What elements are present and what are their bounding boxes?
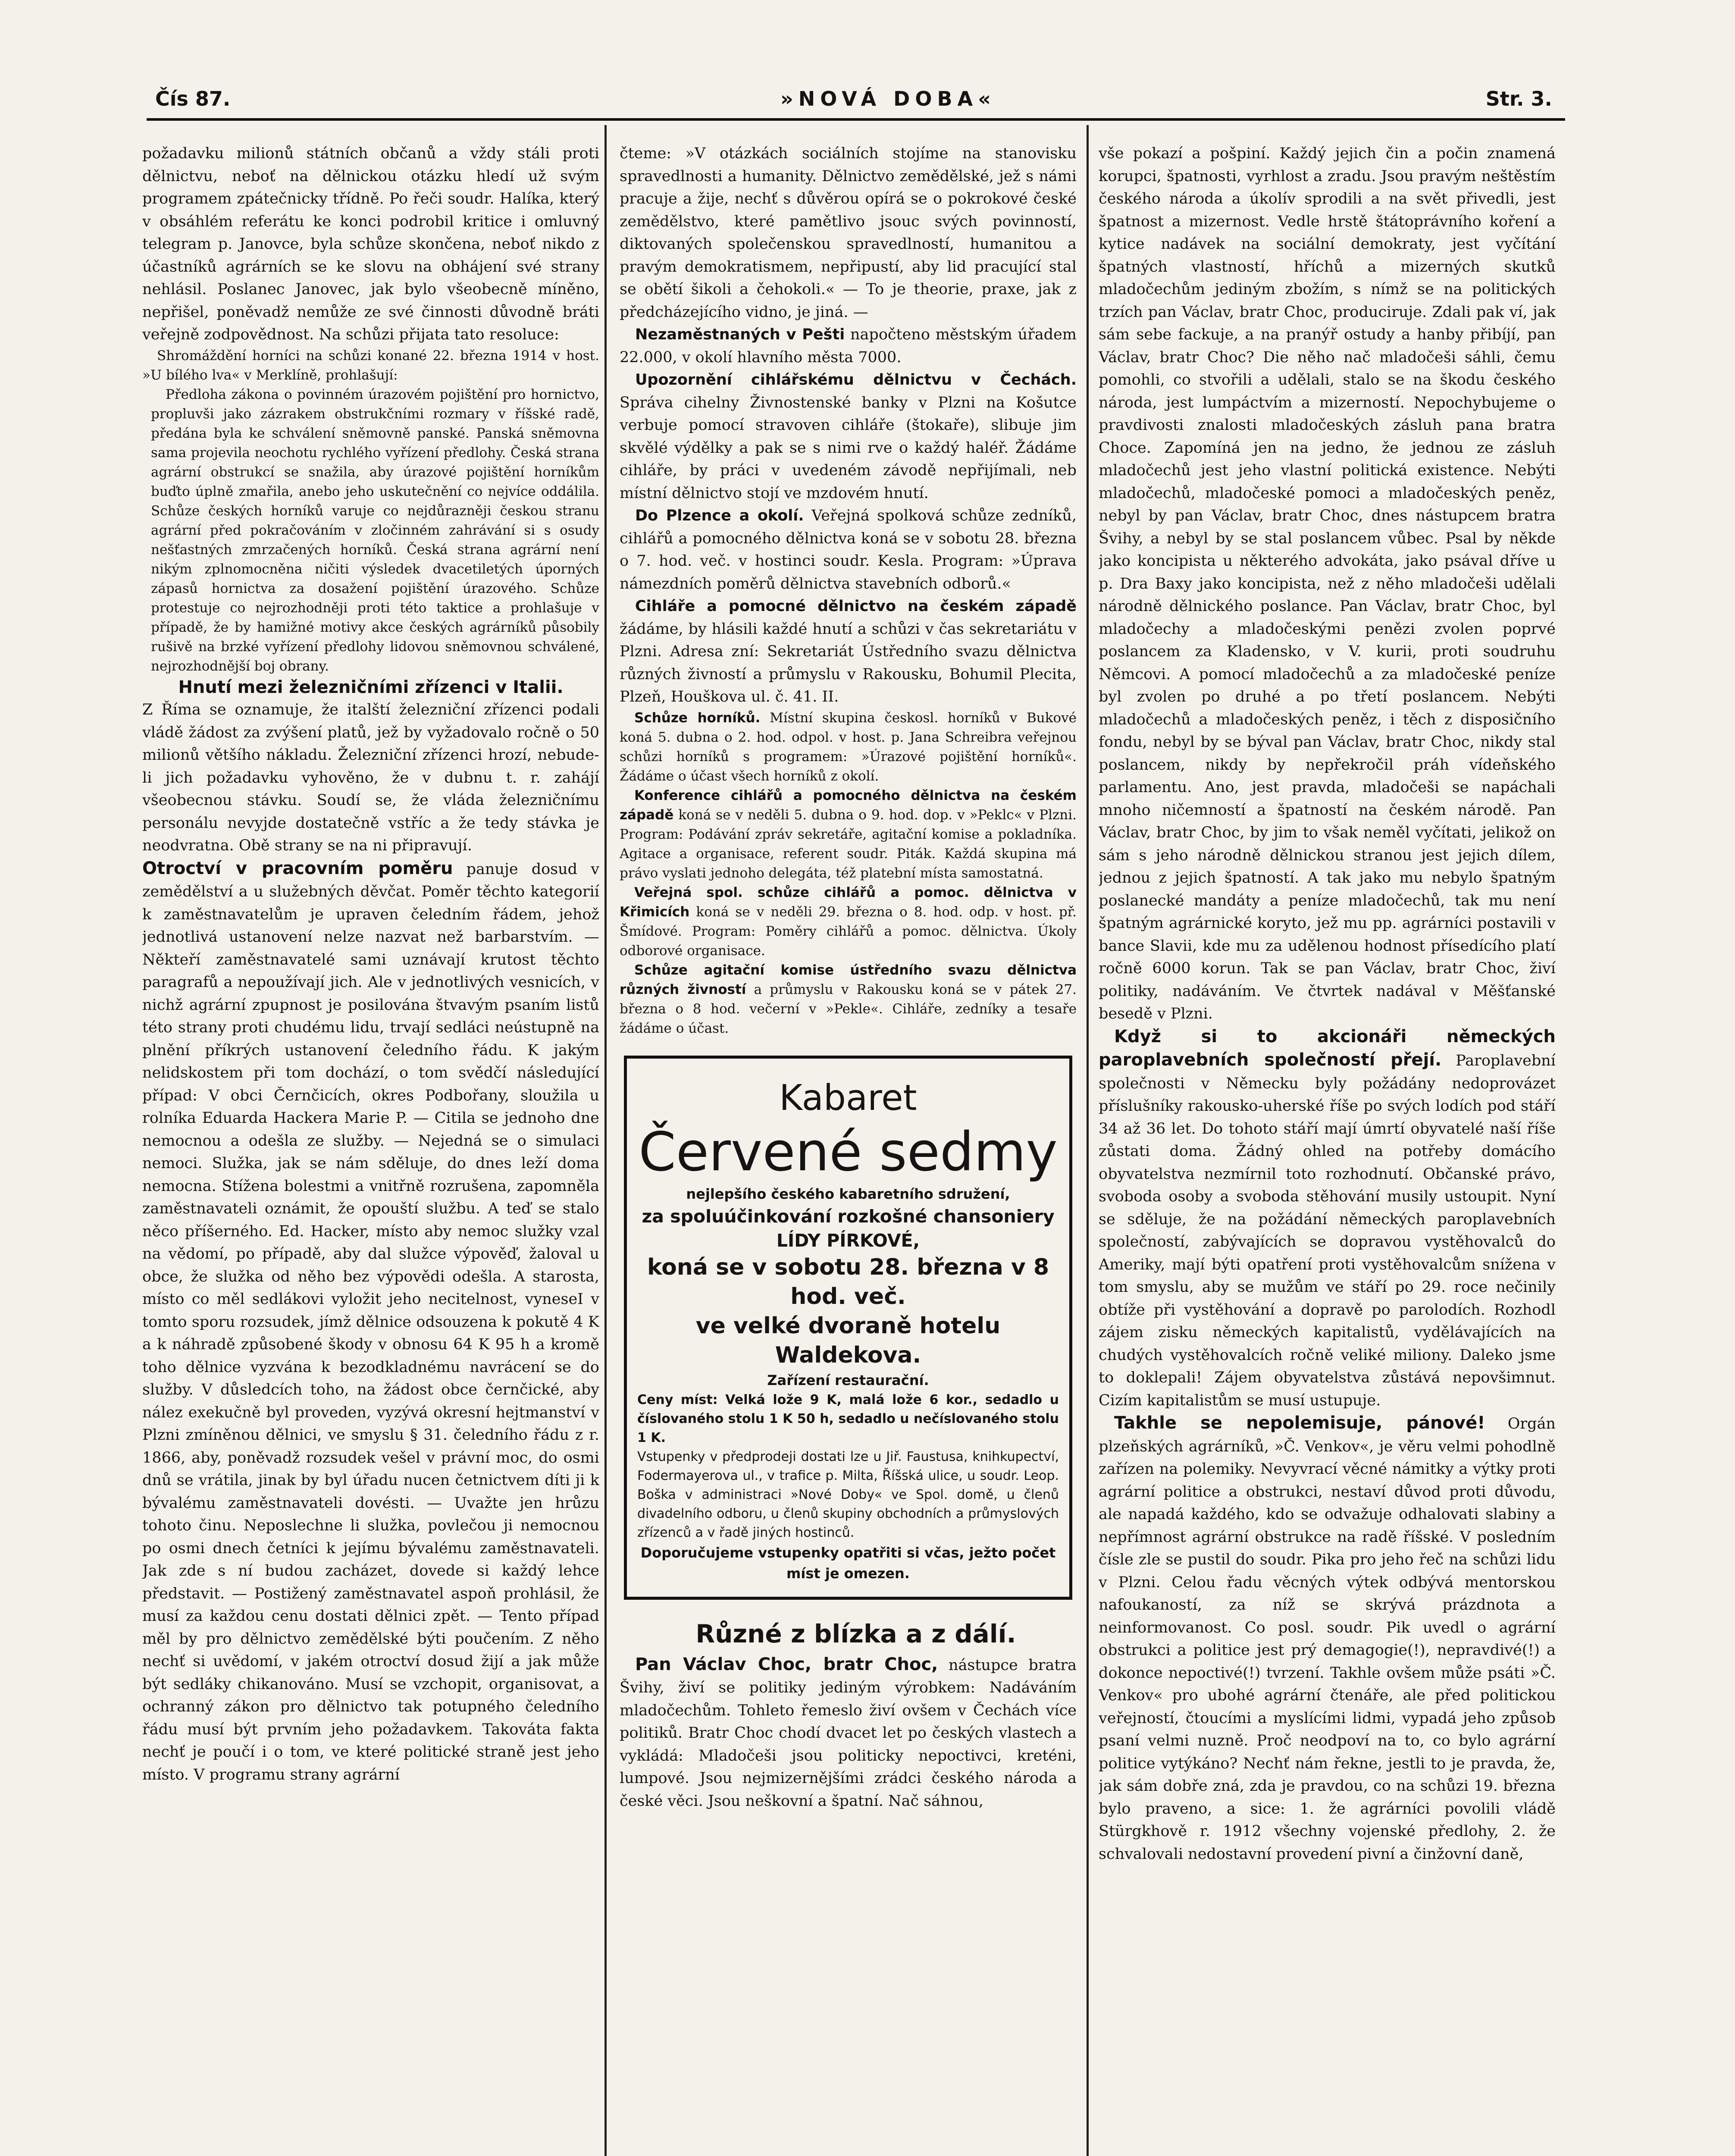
headline-agitacni-komise: Schůze agitační komise ústředního svazu dělnictva různých živností (620, 962, 1077, 997)
ad-performer: LÍDY PÍRKOVÉ, (776, 1230, 920, 1251)
kabaret-advertisement (624, 1056, 1072, 1600)
column-3 (1099, 142, 1556, 2156)
article-cihlari-cechy: Správa cihelny Živnostenské banky v Plzni na Košutce verbuje pomocí stravoven cihláře (štokaře), slibuje jim skvělé výdělky a pak se s nimi rve o každý haléř. Žádáme cihláře, by práci v uvedeném závodě nepřijímali, neb místní dělnictvo stojí ve mzdovém hnutí. (620, 394, 1077, 502)
headline-pest: Nezaměstnaných v Pešti (635, 326, 845, 343)
resolution-text (142, 385, 599, 676)
article-nepolemisuje: Orgán plzeňských agrárníků, »Č. Venkov«, je věru velmi pohodlně zařízen na polemiky. Nevyvrací věcné námitky a výtky proti agrární politice a obstrukci, nestaví důvod proti důvodu, ale napadá každého, kdo se odvažuje odhalovati slabiny a nepřímnost agrární obstrukce na radě říšské. V posledním čísle zle se pustil do soudr. Pika pro jeho řeč na schůzi lidu v Plzni. Celou řadu věcných výtek odbývá mentorskou nafoukaností, za níž se skrývá prázdnota a neinformovanost. Co posl. soudr. Pik uvedl o agrární obstrukci a politice jest prý demagogie(!), nepravdivé(!) a dokonce nepoctivé(!) tvrzení. Takhle ovšem může psáti »Č. Venkov« pro ubohé agrární čtenáře, ale před politickou veřejností, čtoucími a myslícími lidmi, vypadá jeho způsob psaní velmi nuzně. Proč neodpoví na to, co bylo agrární politice vytýkáno? Nechť nám řekne, jestli to je pravda, že, jak sám dobře zná, zda je pravdou, co na schůzi 19. března bylo praveno, a sice: 1. že agrárníci povolili vládě Stürgkhově r. 1912 všechny vojenské předlohy, 2. že schvalovali nedostavní provedení pivní a činžovní daně, (1099, 1415, 1556, 1863)
ad-date: koná se v sobotu 28. března v 8 hod. več. (647, 1254, 1049, 1310)
ad-tickets: Vstupenky v předprodeji dostati lze u Jiř. Faustusa, knihkupectví, Fodermayerova ul., v trafice p. Milta, Říšská ulice, u soudr. Leop. Boška v administraci »Nové Doby« ve Spol. domě, u členů divadelního odboru, u členů skupiny obchodních a průmyslových zřízenců a v řadě jiných hostinců. (637, 1449, 1059, 1540)
ad-line-2: za spoluúčinkování rozkošné chansoniery (642, 1206, 1055, 1227)
headline-krimice: Veřejná spol. schůze cihlářů a pomoc. dělnictva v Křimicích (620, 884, 1077, 920)
article-paroplavba: Paroplavební společnosti v Německu byly požádány nedoprovázet příslušníky rakousko-uherské říše po svých lodích pod stáří 34 až 36 let. Do tohoto stáří mají úmrtí obyvatelé naší říše zůstati doma. Žádný ohled na potřeby domácího obyvatelstva nezmírnil toto rozhodnutí. Občanské právo, svoboda osoby a svoboda stěhování musily ustoupit. Nyní se sděluje, že na požádání německých paroplavebních společností, zabývajících se dopravou vystěhovalců do Ameriky, mají býti opatření proti vystěhovalcům snížena v tom smyslu, aby se mužům ve stáří po 29. roce nečinily obtíže při vystěhování a dopravě po parolodích. Rozhodl zájem zisku německých kapitalistů, vydělávajících na chudých vystěhovalcích ročně veliké miliony. Daleko jsme to doklepali! Zájem obyvatelstva zůstává nepovšimnut. Cizím kapitalistům se musí ustupuje. (1099, 1052, 1556, 1409)
resolution-body: Předloha zákona o povinném úrazovém pojištění pro hornictvo, propluvši jako zázrakem obstrukčními rozmary v říšské radě, předána byla ke schválení sněmovně panské. Panská sněmovna sama projevila neochotu rychlého vyřízení předlohy. Česká strana agrární obstrukcí se snažila, aby úrazové pojištění horníkům buďto úplně zmařila, anebo jeho uskutečnění co nejvíce oddálila. Schůze českých horníků varuje co nejdůrazněji českou stranu agrární před pokračováním v zločinném zahrávání si s osudy nešťastných zmrzačených horníků. Česká strana agrární není nikým zplnomocněna ničiti výsledek dvacetiletých úporných zápasů hornictva za dosažení pojištění úrazového. Schůze protestuje co nejrozhodněji proti této taktice a prohlašuje v případě, že by hamižné motivy akce českých agrárníků působily rušivě na brzké vyřízení předlohy lidovou sněmovnou schválené, nejrozhodnější boj obrany. (151, 386, 599, 674)
article-pest: napočteno městským úřadem 22.000, v okolí hlavního města 7000. (620, 326, 1077, 366)
column-2 (620, 142, 1077, 2156)
headline-otroctvi: Otroctví v pracovním poměru (142, 858, 453, 878)
ad-line-1: nejlepšího českého kabaretního sdružení, (686, 1185, 1010, 1202)
ad-note: Doporučujeme vstupenky opatřiti si včas, ježto počet míst je omezen. (640, 1544, 1056, 1582)
notice-krimice: koná se v neděli 29. března o 8. hod. odp. v host. př. Šmídové. Program: Poměry cihlářů a pomoc. dělnictva. Úkoly odborové organisace. (620, 904, 1077, 959)
article-plzenec: Veřejná spolková schůze zedníků, cihlářů a pomocného dělnictva koná se v sobotu 28. března o 7. hod. več. v hostinci soudr. Kesla. Program: »Úprava námezdních poměrů dělnictva stavebních odborů.« (620, 507, 1077, 592)
notice-konference: koná se v neděli 5. dubna o 9. hod. dop. v »Peklc« v Plzni. Program: Podávání zpráv sekretáře, agitační komise a pokladníka. Agitace a organisace, referent soudr. Piták. Každá skupina má právo vyslati jednoho delegáta, též platební místa samostatná. (620, 807, 1077, 881)
article-choc-continued: vše pokazí a pošpiní. Každý jejich čin a počin znamená korupci, špatnosti, vyrhlost a zradu. Jsou pravým neštěstím českého národa a úkolív sprodili a na svět přivedli, jest špatnost a mizernost. Vedle hrstě štátoprávního koření a kytice nadávek na sociální demokraty, jest vyčítání špatných vlastností, hříchů a mizerných skutků mladočechům jediným zbožím, s nímž se na politických trzích pan Václav, bratr Choc, produciruje. Zdali pak ví, jak sám sebe fackuje, a na pranýř ostudy a hanby přibíjí, pan Václav, bratr Choc? Die něho nač mladočeši sáhli, čemu pomohli, co stvořili a udělali, stalo se na škodu českého národa, jest lumpáctvím a mizerností. Nepochybujeme o pravdivosti znalosti mladočeských zásluh pana bratra Choce. Zapomíná jen na jedno, že jednou ze zásluh mladočechů jest jeho vlastní politická existence. Nebýti mladočechů, mladočeské pomoci a mladočeských peněz, nebyl by pan Václav, bratr Choc, dnes nástupcem bratra Švihy, a nebyl by se stal poslancem vůbec. Psal by někde jako koncipista u některého advokáta, jako psával dříve u p. Dra Baxy jako koncipista, než z něho mladočeši udělali národně dělnického poslance. Pan Václav, bratr Choc, byl mladočechy a mladočeskými penězi zvolen poprvé poslancem za Kladensko, v V. kurii, proti soudruhu Němcovi. A pomocí mladočechů a za mladočeské peníze byl zvolen po druhé a po třetí poslancem. Nebýti mladočechů a mladočeských peněz, i těch z disposičního fondu, nebyl by se býval pan Václav, bratr Choc, nikdy stal poslancem, nikdy by nepřekročil práh vídeňského parlamentu. Ano, jest pravda, mladočeši se napáchali mnoho ničemností a špatností na českém národě. Pan Václav, bratr Choc, by jim to však neměl vyčítati, jelikož on sám s jeho národně dělnickou stranou jest jejich dílem, jednou z jejich špatností. A tak jako mu nebylo špatným poslanecké mandáty a peníze mladočechů, tak mu není špatným agrárnické koryto, jež mu pp. agrárníci postavili v bance Slavii, kde mu za udělenou hodnost přísedícího platí ročně 6000 korun. Tak se pan Václav, bratr Choc, živí politiky, nadáváním. Ve čtvrtek nadával v Měšťanské besedě v Plzni. (1099, 145, 1556, 1022)
column-rule-2 (1087, 125, 1089, 2156)
ad-restaurant: Zařízení restaurační. (767, 1372, 929, 1388)
article-railway-italy: Z Říma se oznamuje, že italští železniční zřízenci podali vládě žádost za zvýšení platů, jež by vyžadovalo ročně o 50 milionů většího nákladu. Železniční zřízenci hrozí, nebude-li jich požadavku vyhověno, že v dubnu t. r. zahájí všeobecnou stávku. Soudí se, že vláda železničnímu personálu nevyjde dostatečně vstříc a že tedy stávka je neodvratna. Obě strany se na ni připravují. (142, 701, 599, 854)
page-number: Str. 3. (1485, 87, 1552, 110)
headline-schuze-horniku: Schůze horníků. (634, 710, 761, 726)
page-header (155, 87, 1552, 117)
article-choc: nástupce bratra Švihy, živí se politiky jediným výrobkem: Nadáváním mladočechům. Tohleto řemeslo živí ovšem v Čechách více politiků. Bratr Choc chodí dvacet let po českých vlastech a vykládá: Mladočeši jsou politicky nepoctivci, kreténi, lumpové. Jsou nejmizernějšími zrádci českého národa a české věci. Jsou neškovní a špatní. Nač sáhnou, (620, 1656, 1077, 1810)
headline-plzenec: Do Plzence a okolí. (635, 507, 804, 524)
article-otroctvi: panuje dosud v zemědělství a u služebných děvčat. Poměr těchto kategorií k zaměstnavatelům je upraven čeledním řádem, jehož jednotlivá ustanovení nelze nazvat než barbarstvím. — Někteří zaměstnavatelé sami uznávají krutost těchto paragrafů a nepoužívají jich. Ale v jednotlivých vesnicích, v nichž agrární zpupnost je posilována štvavým psaním listů této strany proti chudému lidu, trvají sedláci neústupně na plnění příkrých ustanovení čeledního řádu. K jakým nelidskostem při tom dochází, o tom svědčí následující případ: V obci Černčicích, okres Podbořany, sloužila u rolníka Eduarda Hackera Marie P. — Citila se jednoho dne nemocnou a odešla ze služby. — Nejedná se o simulaci nemoci. Služka, jak se nám sděluje, do dnes leží doma nemocna. Stížena bolestmi a vnitřně rozrušena, zapomněla zaměstnavateli oznámit, že opouští službu. A teď se stalo něco příšerného. Ed. Hacker, místo aby nemoc služky vzal na vědomí, po případě, aby dal služce výpověď, žaloval u obce, že služka od něho bez výpovědi odešla. A starosta, místo co měl sedlákovi vyložit jeho necitelnost, vyneseI v tomto sporu rozsudek, jímž dělnice odsouzena k pokutě 4 K a k náhradě způsobené škody v obnosu 64 K 95 h a kromě toho dělnice vyzvána k bezodkladnému navrácení se do služby. V důsledcích toho, na žádost obce černčické, aby nález exekučně byl proveden, vyzývá okresní hejtmanství v Plzni zmíněnou dělnici, ve smyslu § 31. čeledního řádu z r. 1866, aby, poněvadž rozsudek vešel v právní moc, do osmi dnů se vrátila, jinak by byl úřadu nucen četnictvem díti ji k bývalému zaměstnavateli dovésti. — Uvažte jen hrůzu tohoto činu. Neposlechne li služka, povlečou ji nemocnou po osmi dnech četníci k jejímu bývalému zaměstnavateli. Jak zde s ní budou zacházet, dovede si každý lehce představit. — Postižený zaměstnavatel aspoň prohlásil, že musí za každou cenu dostati dělnici zpět. — Tento případ měl by pro dělnictvo zemědělské býti poučením. Z něho nechť si uvědomí, v jakém otroctví dosud žijí a jak může být sedláky chikanováno. Musí se vzchopit, organisovat, a ochranný zákon pro dělnictvo tak potupného čeledního řádu musí být prvním jeho požadavkem. Takováta fakta nechť je poučí i o tom, ve které politické straně jest jeho místo. V programu strany agrární (142, 860, 599, 1783)
ad-title-kabaret: Kabaret (779, 1077, 917, 1119)
notice-agitacni-komise: a průmyslu v Rakousku koná se v pátek 27. března o 8 hod. večerní v »Pekle«. Cihláře, zedníky a tesaře žádáme o účast. (620, 981, 1077, 1036)
article-continuation-2: čteme: »V otázkách sociálních stojíme na stanovisku spravedlnosti a humanity. Dělnictvo zemědělské, jež s námi pracuje a žije, nechť s důvěrou opírá se o pokrokové české zemědělstvo, které pamětlivo jsouc svých povinností, diktovaných společenskou spravedlností, humanitou a pravým demokratismem, nepřipustí, aby lid pracující stal se obětí šikoli a čehokoli.« — To je theorie, praxe, jak z předcházejícího vidno, je jiná. — (620, 145, 1077, 321)
headline-cihlari-zapad: Cihláře a pomocné dělnictvo na českém západě (635, 598, 1077, 615)
headline-paroplavba: Když si to akcionáři německých paroplavebních společností přejí. (1099, 1026, 1556, 1070)
notice-schuze-horniku: Místní skupina českosl. horníků v Bukové koná 5. dubna o 2. hod. odpol. v host. p. Jana Schreibra veřejnou schůzi horníků s programem: »Úrazové pojištění horníků«. Žádáme o účast všech horníků z okolí. (620, 710, 1077, 784)
ad-title-cervene-sedmy: Červené sedmy (639, 1121, 1058, 1183)
section-title-ruzne: Různé z blízka a z dálí. (695, 1619, 1016, 1648)
issue-number: Čís 87. (155, 87, 231, 110)
column-1 (142, 142, 599, 2156)
column-rule-1 (604, 125, 607, 2156)
headline-cihlari-cechy: Upozornění cihlářskému dělnictvu v Čechách. (635, 371, 1077, 389)
headline-konference: Konference cihlářů a pomocného dělnictva na českém západě (620, 787, 1077, 823)
headline-nepolemisuje: Takhle se nepolemisuje, pánové! (1114, 1413, 1485, 1433)
article-continuation: požadavku milionů státních občanů a vždy stáli proti dělnictvu, neboť na dělnickou otázku hledí už svým programem zpátečnicky třídně. Po řeči soudr. Halíka, který v obsáhlém referátu ke konci podrobil kritice i omluvný telegram p. Janovce, byla schůze skončena, neboť nikdo z účastníků agrárních se ke slovu na obhájení své strany nehlásil. Poslanec Janovec, jak bylo všeobecně míněno, nepřišel, poněvadž nemůže ze své činnosti důvodně bráti veřejně zodpovědnost. Na schůzi přijata tato resoluce: (142, 145, 599, 343)
headline-railway-italy: Hnutí mezi železničními zřízenci v Italii. (178, 677, 564, 697)
header-rule (147, 118, 1565, 121)
headline-choc: Pan Václav Choc, bratr Choc, (635, 1654, 938, 1674)
masthead-title: »NOVÁ DOBA« (780, 87, 996, 110)
ad-prices: Ceny míst: Velká lože 9 K, malá lože 6 kor., sedadlo u číslovaného stolu 1 K 50 h, sedadlo u nečíslovaného stolu 1 K. (637, 1392, 1059, 1445)
article-cihlari-zapad: žádáme, by hlásili každé hnutí a schůzi v čas sekretariátu v Plzni. Adresa zní: Sekretariát Ústředního svazu dělnictva různých živností a průmyslu v Rakousku, Bohumil Plecita, Plzeň, Houškova ul. č. 41. II. (620, 620, 1077, 705)
resolution-intro: Shromáždění horníci na schůzi konané 22. března 1914 v host. »U bílého lva« v Merklíně, prohlašují: (142, 348, 599, 383)
ad-venue: ve velké dvoraně hotelu Waldekova. (695, 1313, 1001, 1368)
